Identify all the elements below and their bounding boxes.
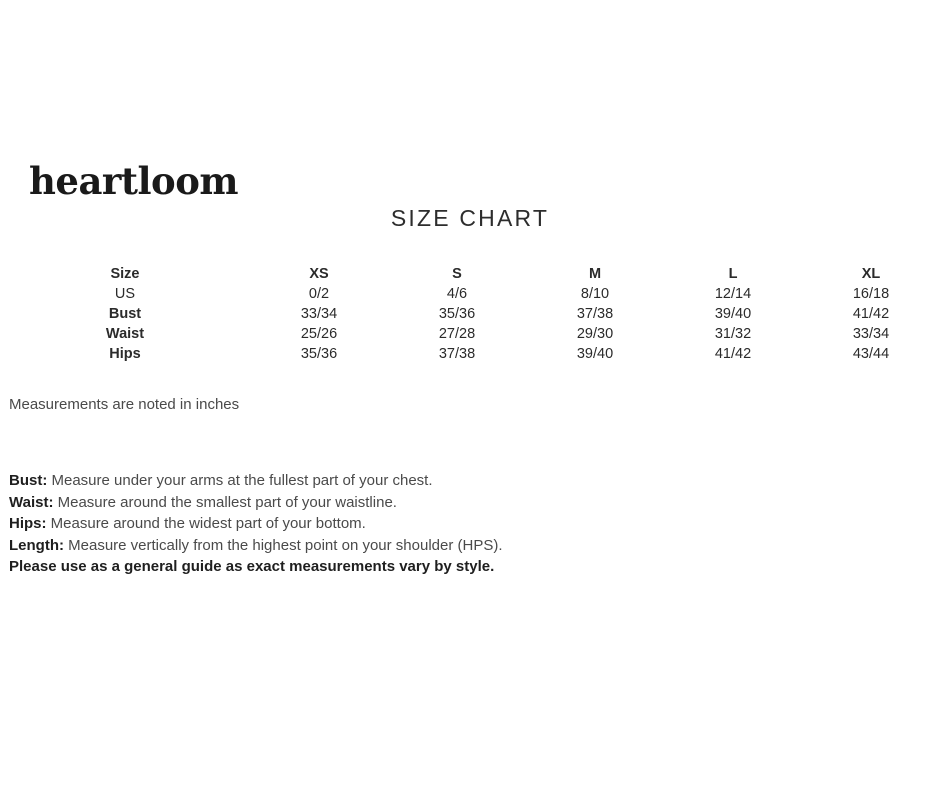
cell-us-m: 8/10 <box>580 286 610 302</box>
cell-us-xl: 16/18 <box>852 286 890 302</box>
table-row <box>0 344 940 364</box>
cell-hips-m: 39/40 <box>576 346 614 362</box>
column-header-s: S <box>452 266 462 282</box>
cell-us-l: 12/14 <box>714 286 752 302</box>
units-note: Measurements are noted in inches <box>9 396 240 413</box>
general-guide-note: Please use as a general guide as exact measurements vary by style. <box>9 558 495 575</box>
definition-term-waist: Waist: <box>9 493 54 511</box>
column-header-l: L <box>728 266 738 282</box>
definition-text-bust: Measure under your arms at the fullest part of your chest. <box>47 472 433 489</box>
column-header-size: Size <box>110 266 140 282</box>
column-header-xl: XL <box>861 266 881 282</box>
definition-length <box>9 535 503 557</box>
cell-hips-s: 37/38 <box>438 346 476 362</box>
table-row <box>0 304 940 324</box>
cell-waist-m: 29/30 <box>576 326 614 342</box>
cell-hips-xl: 43/44 <box>852 346 890 362</box>
definition-waist <box>9 492 503 514</box>
cell-bust-s: 35/36 <box>438 306 476 322</box>
page-title: SIZE CHART <box>390 205 550 231</box>
definition-hips <box>9 513 503 535</box>
definition-text-hips: Measure around the widest part of your bottom. <box>46 515 366 532</box>
cell-waist-s: 27/28 <box>438 326 476 342</box>
table-row <box>0 324 940 344</box>
row-label-us: US <box>114 286 136 302</box>
table-row <box>0 284 940 304</box>
cell-us-s: 4/6 <box>446 286 468 302</box>
cell-us-xs: 0/2 <box>308 286 330 302</box>
definition-term-bust: Bust: <box>9 472 48 489</box>
definition-term-length: Length: <box>9 536 64 554</box>
definition-text-length: Measure vertically from the highest point on your shoulder (HPS). <box>63 536 503 554</box>
column-header-m: M <box>588 266 602 282</box>
row-label-hips: Hips <box>109 346 141 362</box>
cell-waist-l: 31/32 <box>714 326 752 342</box>
cell-bust-xs: 33/34 <box>300 306 338 322</box>
row-label-waist: Waist <box>105 326 145 342</box>
definition-term-hips: Hips: <box>9 515 47 532</box>
cell-bust-xl: 41/42 <box>852 306 890 322</box>
column-header-xs: XS <box>309 266 329 282</box>
cell-bust-l: 39/40 <box>714 306 752 322</box>
definition-bust <box>9 470 503 492</box>
cell-hips-l: 41/42 <box>714 346 752 362</box>
cell-hips-xs: 35/36 <box>300 346 338 362</box>
definition-text-waist: Measure around the smallest part of your waistline. <box>53 493 397 511</box>
size-chart-table <box>0 264 940 364</box>
row-label-bust: Bust <box>108 306 142 322</box>
table-header-row <box>0 264 940 284</box>
cell-waist-xl: 33/34 <box>852 326 890 342</box>
cell-waist-xs: 25/26 <box>300 326 338 342</box>
measurement-definitions <box>9 470 503 578</box>
brand-logo: heartloom <box>29 159 239 203</box>
cell-bust-m: 37/38 <box>576 306 614 322</box>
